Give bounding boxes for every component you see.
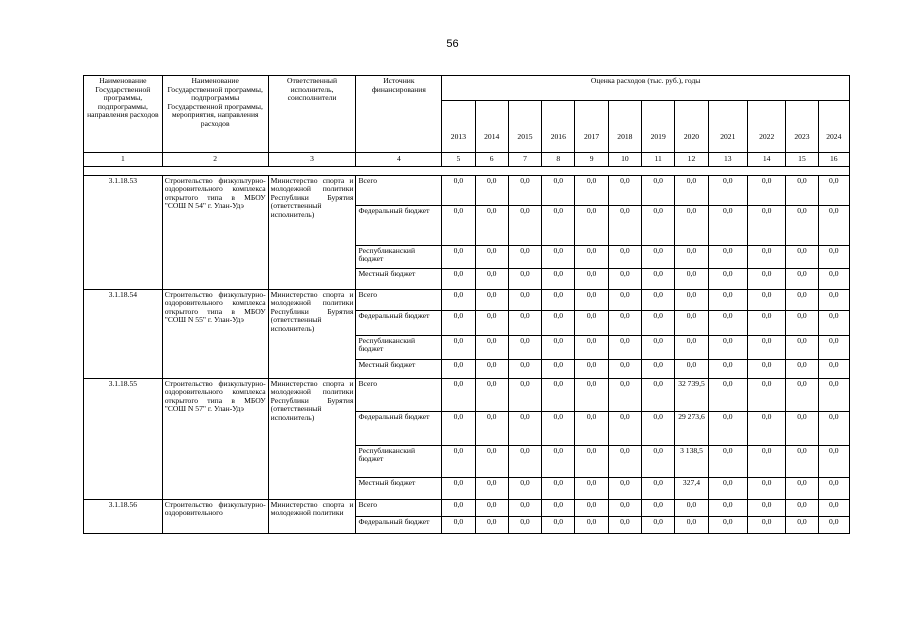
- funding-source: Всего: [356, 499, 442, 516]
- expense-value: 0,0: [442, 445, 475, 477]
- activity-executor: Министерство спорта и молодежной политики Республики Бурятия (ответственный исполнитель): [268, 378, 356, 499]
- expense-value: 0,0: [442, 289, 475, 310]
- year-header: 2014: [475, 101, 508, 153]
- expense-value: 0,0: [642, 499, 675, 516]
- column-number: 15: [786, 153, 818, 167]
- expense-value: 0,0: [575, 289, 608, 310]
- expense-value: 0,0: [747, 477, 785, 499]
- expense-value: 0,0: [786, 335, 818, 359]
- expense-value: 0,0: [708, 516, 747, 533]
- year-header: 2017: [575, 101, 608, 153]
- activity-executor: Министерство спорта и молодежной политики Республики Бурятия (ответственный исполнитель): [268, 289, 356, 378]
- column-number: 10: [608, 153, 641, 167]
- expense-value: 0,0: [475, 499, 508, 516]
- expense-value: 0,0: [708, 310, 747, 335]
- funding-source: Местный бюджет: [356, 268, 442, 289]
- expense-value: 0,0: [818, 411, 849, 445]
- expense-value: 0,0: [642, 477, 675, 499]
- expense-value: 0,0: [608, 477, 641, 499]
- expense-value: 0,0: [786, 445, 818, 477]
- expense-value: 0,0: [675, 268, 708, 289]
- expense-value: 0,0: [786, 245, 818, 268]
- expense-value: 0,0: [442, 516, 475, 533]
- funding-source: Республиканский бюджет: [356, 335, 442, 359]
- column-number: 16: [818, 153, 849, 167]
- expense-value: 0,0: [575, 268, 608, 289]
- column-number: 1: [84, 153, 163, 167]
- table-row: [84, 499, 850, 516]
- column-number: 5: [442, 153, 475, 167]
- expense-value: 0,0: [818, 499, 849, 516]
- table-row: [84, 378, 850, 411]
- activity-code: 3.1.18.54: [84, 289, 163, 378]
- expense-value: 0,0: [475, 477, 508, 499]
- expense-value: 0,0: [608, 289, 641, 310]
- expense-value: 0,0: [786, 175, 818, 205]
- expense-value: 0,0: [747, 245, 785, 268]
- expense-value: 0,0: [475, 268, 508, 289]
- expense-value: 0,0: [708, 205, 747, 245]
- expense-value: 0,0: [747, 310, 785, 335]
- column-number: 7: [508, 153, 541, 167]
- funding-source: Республиканский бюджет: [356, 445, 442, 477]
- expense-value: 0,0: [708, 175, 747, 205]
- expense-value: 3 138,5: [675, 445, 708, 477]
- year-header: 2015: [508, 101, 541, 153]
- activity-executor: Министерство спорта и молодежной политики: [268, 499, 356, 533]
- expense-value: 0,0: [442, 477, 475, 499]
- expense-value: 0,0: [508, 445, 541, 477]
- expense-value: 0,0: [818, 205, 849, 245]
- page-number: 56: [446, 38, 459, 50]
- expense-value: 0,0: [708, 359, 747, 378]
- expense-value: 0,0: [475, 335, 508, 359]
- expense-value: 0,0: [608, 411, 641, 445]
- expense-value: 0,0: [475, 359, 508, 378]
- column-number: 13: [708, 153, 747, 167]
- header-estimate: Оценка расходов (тыс. руб.), годы: [442, 76, 850, 101]
- year-header: 2016: [542, 101, 575, 153]
- expense-value: 0,0: [475, 245, 508, 268]
- expense-value: 0,0: [475, 175, 508, 205]
- spacer-row: [84, 166, 850, 175]
- expense-value: 0,0: [786, 205, 818, 245]
- expense-value: 0,0: [818, 175, 849, 205]
- year-header: 2013: [442, 101, 475, 153]
- expense-value: 0,0: [708, 268, 747, 289]
- expense-value: 0,0: [708, 378, 747, 411]
- expense-value: 0,0: [508, 175, 541, 205]
- expense-value: 0,0: [608, 335, 641, 359]
- column-number: 12: [675, 153, 708, 167]
- expense-value: 0,0: [608, 268, 641, 289]
- funding-source: Федеральный бюджет: [356, 411, 442, 445]
- expense-value: 0,0: [575, 445, 608, 477]
- column-number: 4: [356, 153, 442, 167]
- year-header: 2020: [675, 101, 708, 153]
- activity-code: 3.1.18.55: [84, 378, 163, 499]
- expense-value: 0,0: [542, 378, 575, 411]
- header-source: Источник финансирования: [356, 76, 442, 153]
- expense-value: 0,0: [542, 268, 575, 289]
- expense-value: 29 273,6: [675, 411, 708, 445]
- expense-value: 0,0: [508, 245, 541, 268]
- expense-value: 0,0: [747, 359, 785, 378]
- expense-value: 0,0: [508, 516, 541, 533]
- expense-value: 0,0: [542, 445, 575, 477]
- expense-value: 0,0: [575, 477, 608, 499]
- expense-value: 0,0: [475, 445, 508, 477]
- expense-value: 0,0: [675, 289, 708, 310]
- expense-value: 0,0: [542, 359, 575, 378]
- expense-value: 0,0: [442, 310, 475, 335]
- expense-value: 0,0: [786, 516, 818, 533]
- column-number: 11: [642, 153, 675, 167]
- expense-value: 0,0: [608, 378, 641, 411]
- expense-value: 0,0: [642, 335, 675, 359]
- expense-value: 0,0: [708, 411, 747, 445]
- expense-value: 0,0: [542, 477, 575, 499]
- expense-value: 0,0: [575, 335, 608, 359]
- expense-value: 0,0: [747, 205, 785, 245]
- table-row: [84, 175, 850, 205]
- expense-value: 0,0: [442, 245, 475, 268]
- funding-source: Всего: [356, 289, 442, 310]
- expense-value: 0,0: [818, 268, 849, 289]
- expense-value: 0,0: [442, 335, 475, 359]
- expense-value: 32 739,5: [675, 378, 708, 411]
- expense-value: 0,0: [747, 335, 785, 359]
- expense-value: 0,0: [708, 477, 747, 499]
- expense-value: 0,0: [818, 516, 849, 533]
- expense-value: 0,0: [608, 245, 641, 268]
- expense-value: 0,0: [475, 289, 508, 310]
- expense-value: 0,0: [542, 205, 575, 245]
- funding-source: Республиканский бюджет: [356, 245, 442, 268]
- expense-value: 0,0: [542, 175, 575, 205]
- expense-value: 0,0: [747, 516, 785, 533]
- expense-value: 0,0: [475, 205, 508, 245]
- header-activity: Наименование Государственной программы, подпрограммы Государственной программы, мероприятия, направления расходов: [162, 76, 268, 153]
- expense-value: 0,0: [542, 289, 575, 310]
- expense-value: 0,0: [675, 175, 708, 205]
- funding-source: Местный бюджет: [356, 477, 442, 499]
- expense-value: 0,0: [542, 335, 575, 359]
- expense-value: 0,0: [642, 268, 675, 289]
- expense-value: 0,0: [786, 359, 818, 378]
- expense-value: 0,0: [747, 445, 785, 477]
- expense-value: 0,0: [818, 359, 849, 378]
- expense-value: 0,0: [542, 245, 575, 268]
- expense-value: 0,0: [575, 310, 608, 335]
- expense-value: 0,0: [508, 335, 541, 359]
- expense-value: 0,0: [675, 499, 708, 516]
- expense-value: 0,0: [675, 205, 708, 245]
- expense-value: 0,0: [442, 175, 475, 205]
- expense-value: 0,0: [575, 205, 608, 245]
- expense-value: 0,0: [608, 175, 641, 205]
- expense-value: 0,0: [508, 477, 541, 499]
- expense-value: 0,0: [747, 499, 785, 516]
- year-header: 2019: [642, 101, 675, 153]
- expense-value: 0,0: [708, 499, 747, 516]
- expense-value: 0,0: [442, 268, 475, 289]
- expense-value: 0,0: [575, 499, 608, 516]
- expense-value: 0,0: [508, 289, 541, 310]
- expense-value: 0,0: [442, 205, 475, 245]
- column-number: 14: [747, 153, 785, 167]
- expense-value: 0,0: [675, 516, 708, 533]
- expense-value: 0,0: [642, 245, 675, 268]
- expense-value: 0,0: [608, 310, 641, 335]
- column-number: 9: [575, 153, 608, 167]
- expense-value: 0,0: [508, 205, 541, 245]
- expense-value: 0,0: [475, 516, 508, 533]
- expense-value: 0,0: [818, 335, 849, 359]
- expense-value: 0,0: [818, 310, 849, 335]
- expense-value: 0,0: [818, 378, 849, 411]
- expense-value: 327,4: [675, 477, 708, 499]
- expense-value: 0,0: [508, 359, 541, 378]
- table-row: [84, 289, 850, 310]
- expense-value: 0,0: [675, 359, 708, 378]
- expense-value: 0,0: [542, 516, 575, 533]
- expense-value: 0,0: [575, 359, 608, 378]
- expense-value: 0,0: [608, 499, 641, 516]
- column-number: 2: [162, 153, 268, 167]
- expense-value: 0,0: [475, 411, 508, 445]
- expense-value: 0,0: [442, 359, 475, 378]
- column-number: 8: [542, 153, 575, 167]
- expense-value: 0,0: [508, 499, 541, 516]
- activity-code: 3.1.18.53: [84, 175, 163, 289]
- expense-value: 0,0: [818, 445, 849, 477]
- expense-value: 0,0: [818, 245, 849, 268]
- expense-value: 0,0: [442, 378, 475, 411]
- budget-table: [83, 75, 850, 534]
- expense-value: 0,0: [675, 245, 708, 268]
- expense-value: 0,0: [508, 268, 541, 289]
- expense-value: 0,0: [708, 245, 747, 268]
- header-executor: Ответственный исполнитель, соисполнители: [268, 76, 356, 153]
- funding-source: Федеральный бюджет: [356, 516, 442, 533]
- expense-value: 0,0: [542, 310, 575, 335]
- expense-value: 0,0: [708, 289, 747, 310]
- expense-value: 0,0: [608, 516, 641, 533]
- funding-source: Федеральный бюджет: [356, 205, 442, 245]
- expense-value: 0,0: [786, 477, 818, 499]
- expense-value: 0,0: [542, 411, 575, 445]
- expense-value: 0,0: [508, 411, 541, 445]
- expense-value: 0,0: [675, 335, 708, 359]
- expense-value: 0,0: [786, 411, 818, 445]
- expense-value: 0,0: [475, 310, 508, 335]
- expense-value: 0,0: [575, 411, 608, 445]
- expense-value: 0,0: [608, 445, 641, 477]
- expense-value: 0,0: [786, 378, 818, 411]
- expense-value: 0,0: [786, 289, 818, 310]
- expense-value: 0,0: [786, 268, 818, 289]
- expense-value: 0,0: [818, 289, 849, 310]
- expense-value: 0,0: [642, 359, 675, 378]
- funding-source: Федеральный бюджет: [356, 310, 442, 335]
- expense-value: 0,0: [442, 411, 475, 445]
- year-header: 2018: [608, 101, 641, 153]
- expense-value: 0,0: [642, 516, 675, 533]
- expense-value: 0,0: [575, 378, 608, 411]
- expense-value: 0,0: [747, 289, 785, 310]
- expense-value: 0,0: [575, 175, 608, 205]
- expense-value: 0,0: [747, 175, 785, 205]
- expense-value: 0,0: [642, 378, 675, 411]
- expense-value: 0,0: [508, 378, 541, 411]
- expense-value: 0,0: [675, 310, 708, 335]
- expense-value: 0,0: [475, 378, 508, 411]
- expense-value: 0,0: [747, 268, 785, 289]
- expense-value: 0,0: [575, 245, 608, 268]
- activity-executor: Министерство спорта и молодежной политики Республики Бурятия (ответственный исполнитель): [268, 175, 356, 289]
- expense-value: 0,0: [608, 205, 641, 245]
- activity-code: 3.1.18.56: [84, 499, 163, 533]
- activity-name: Строительство физкультурно-оздоровительного: [162, 499, 268, 533]
- header-program: Наименование Государственной программы, подпрограммы, направления расходов: [84, 76, 163, 153]
- expense-value: 0,0: [442, 499, 475, 516]
- expense-value: 0,0: [747, 411, 785, 445]
- expense-value: 0,0: [818, 477, 849, 499]
- funding-source: Всего: [356, 378, 442, 411]
- expense-value: 0,0: [642, 289, 675, 310]
- expense-value: 0,0: [708, 445, 747, 477]
- funding-source: Местный бюджет: [356, 359, 442, 378]
- year-header: 2021: [708, 101, 747, 153]
- column-number: 6: [475, 153, 508, 167]
- expense-value: 0,0: [708, 335, 747, 359]
- activity-name: Строительство физкультурно-оздоровительного комплекса открытого типа в МБОУ "СОШ N 54" г. Улан-Удэ: [162, 175, 268, 289]
- expense-value: 0,0: [608, 359, 641, 378]
- expense-value: 0,0: [642, 445, 675, 477]
- funding-source: Всего: [356, 175, 442, 205]
- expense-value: 0,0: [747, 378, 785, 411]
- expense-value: 0,0: [642, 175, 675, 205]
- expense-value: 0,0: [575, 516, 608, 533]
- year-header: 2022: [747, 101, 785, 153]
- expense-value: 0,0: [508, 310, 541, 335]
- expense-value: 0,0: [642, 310, 675, 335]
- activity-name: Строительство физкультурно-оздоровительного комплекса открытого типа в МБОУ "СОШ N 57" г. Улан-Удэ: [162, 378, 268, 499]
- expense-value: 0,0: [542, 499, 575, 516]
- year-header: 2024: [818, 101, 849, 153]
- expense-value: 0,0: [786, 499, 818, 516]
- column-number: 3: [268, 153, 356, 167]
- activity-name: Строительство физкультурно-оздоровительного комплекса открытого типа в МБОУ "СОШ N 55" г. Улан-Удэ: [162, 289, 268, 378]
- year-header: 2023: [786, 101, 818, 153]
- expense-value: 0,0: [642, 411, 675, 445]
- expense-value: 0,0: [786, 310, 818, 335]
- expense-value: 0,0: [642, 205, 675, 245]
